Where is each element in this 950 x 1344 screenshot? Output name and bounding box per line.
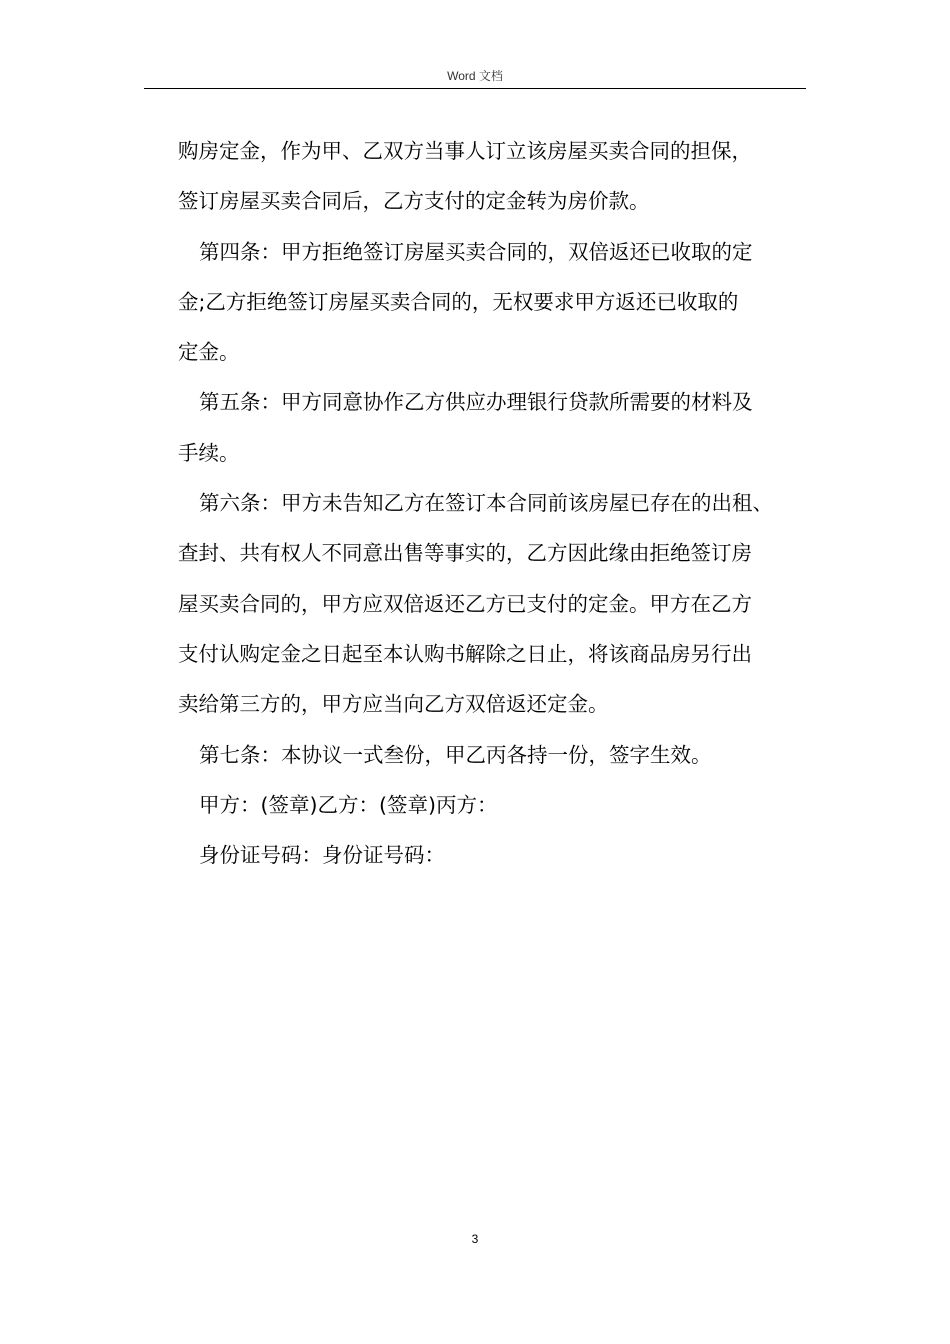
article-4-line: 第四条：甲方拒绝签订房屋买卖合同的，双倍返还已收取的定 — [199, 239, 753, 264]
header-title: Word 文档 — [447, 69, 503, 83]
body-line: 屋买卖合同的，甲方应双倍返还乙方已支付的定金。甲方在乙方 — [178, 591, 752, 616]
body-line: 手续。 — [178, 440, 240, 465]
body-line: 查封、共有权人不同意出售等事实的，乙方因此缘由拒绝签订房 — [178, 541, 752, 566]
body-line: 签订房屋买卖合同后，乙方支付的定金转为房价款。 — [178, 189, 650, 214]
body-line: 定金。 — [178, 340, 240, 365]
signature-line: 甲方：(签章)乙方：(签章)丙方： — [199, 792, 498, 817]
body-line: 购房定金，作为甲、乙双方当事人订立该房屋买卖合同的担保， — [178, 139, 752, 163]
body-line: 支付认购定金之日起至本认购书解除之日止，将该商品房另行出 — [178, 641, 752, 666]
body-line: 卖给第三方的，甲方应当向乙方双倍返还定金。 — [178, 692, 609, 717]
body-line: 金;乙方拒绝签订房屋买卖合同的，无权要求甲方返还已收取的 — [178, 289, 739, 314]
article-7-line: 第七条：本协议一式叁份，甲乙丙各持一份，签字生效。 — [199, 742, 712, 767]
id-number-line: 身份证号码：身份证号码： — [199, 843, 445, 868]
header-divider — [144, 88, 806, 89]
article-5-line: 第五条：甲方同意协作乙方供应办理银行贷款所需要的材料及 — [199, 390, 753, 415]
article-6-line: 第六条：甲方未告知乙方在签订本合同前该房屋已存在的出租、 — [199, 491, 773, 516]
page-number: 3 — [471, 1232, 479, 1246]
document-body — [178, 126, 818, 880]
